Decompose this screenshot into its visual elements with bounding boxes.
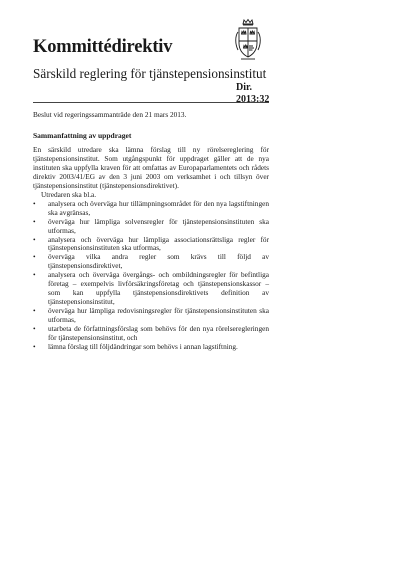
swedish-coat-of-arms-icon: [233, 18, 263, 62]
task-list: [33, 200, 269, 352]
list-item: • utarbeta de författningsförslag som behövs för den nya rörelseregleringen för tjänstepensionsinstitut, och: [33, 325, 269, 343]
list-item: • analysera och överväga övergångs- och ombildningsregler för befintliga företag – exempelvis livförsäkringsföretag och tjänstepensionskassor – som kan uppfylla tjänstepensionsdirektivets definition av tjänstepensionsinstitut,: [33, 271, 269, 307]
list-item: • överväga hur lämpliga redovisningsregler för tjänstepensionsinstituten ska utformas,: [33, 307, 269, 325]
document-title: Kommittédirektiv: [33, 37, 173, 57]
list-item: • överväga vilka andra regler som krävs till följd av tjänstepensionsdirektivet,: [33, 253, 269, 271]
decision-line: Beslut vid regeringssammanträde den 21 mars 2013.: [33, 110, 187, 119]
summary-paragraph: En särskild utredare ska lämna förslag till ny rörelsereglering för tjänstepensionsinstitut. Som utgångspunkt för uppdraget gäller att de nya instituten ska uppfylla kraven för att omfattas av Europaparlamentets och rådets direktiv 2003/41/EG av den 3 juni 2003 om verksamhet i och tillsyn över tjänstepensionsinstitut (tjänstepensionsdirektivet).: [33, 145, 269, 190]
list-item: • lämna förslag till följdändringar som behövs i annan lagstiftning.: [33, 343, 269, 352]
document-subtitle: Särskild reglering för tjänstepensionsinstitut: [33, 66, 267, 81]
section-heading: Sammanfattning av uppdraget: [33, 131, 132, 140]
dir-label: Dir.: [236, 82, 253, 93]
list-item: • analysera och överväga hur lämpliga associationsrättsliga regler för tjänstepensionsinstituten ska utformas,: [33, 236, 269, 254]
dir-number: 2013:32: [236, 94, 270, 105]
list-item: • överväga hur lämpliga solvensregler för tjänstepensionsinstituten ska utformas,: [33, 218, 269, 236]
summary-body: [33, 146, 269, 352]
list-item: • analysera och överväga hur tillämpningsområdet för den nya lagstiftningen ska avgränsas,: [33, 200, 269, 218]
intro-line: Utredaren ska bl.a.: [41, 189, 97, 199]
header-divider: [33, 102, 269, 103]
